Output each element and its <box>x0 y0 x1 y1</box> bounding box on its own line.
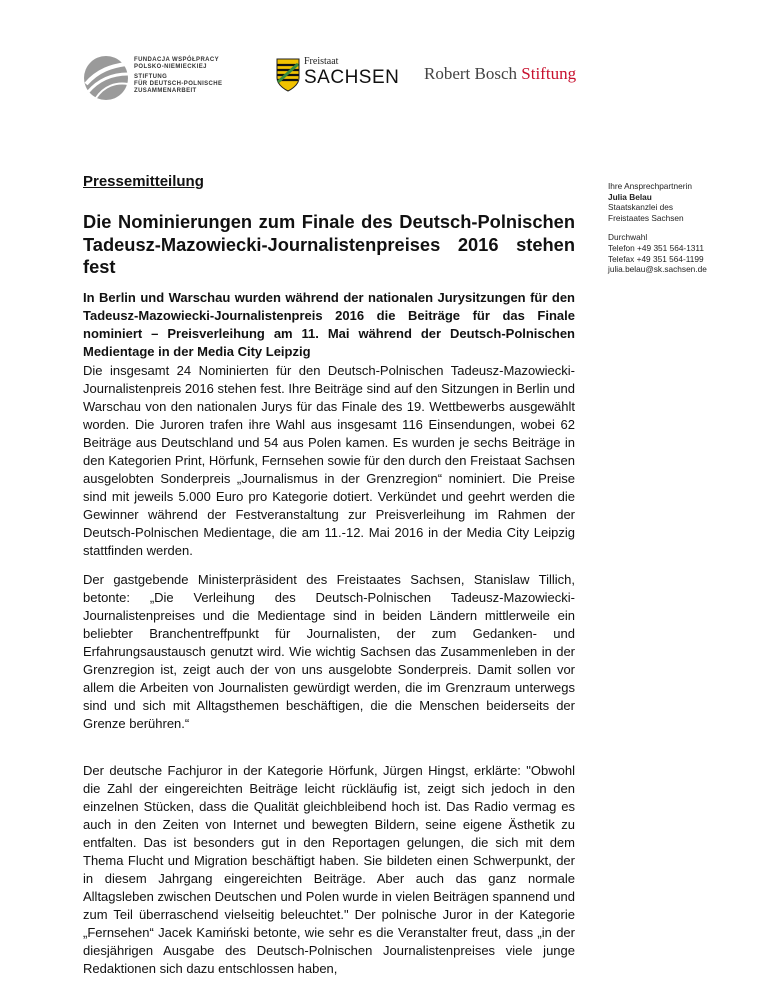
page-title: Die Nominierungen zum Finale des Deutsch-Polnischen Tadeusz-Mazowiecki-Journalistenpreises 2016 stehen fest <box>83 211 575 277</box>
fundacja-line-4: FÜR DEUTSCH-POLNISCHE <box>134 81 223 88</box>
bosch-logo <box>424 64 576 84</box>
contact-name: Julia Belau <box>608 191 652 202</box>
body-paragraph: Der deutsche Fachjuror in der Kategorie Hörfunk, Jürgen Hingst, erklärte: "Obwohl die Zahl der eingereichten Beiträge leicht rückläufig ist, zeigt sich jedoch in den einzelnen Stücken, dass die Qualität gleichbleibend hoch ist. Das Radio vermag es auch in den Zeiten von Internet und bewegten Bildern, seine eigene Ästhetik zu entfalten. Das ist besonders gut in den Reportagen gelungen, die sich mit dem Thema Flucht und Migration beschäftigt haben. Sie bildeten einen Schwerpunkt, der in diesem Jahrgang eingereichten Beiträge. Aber auch das ganz normale Alltagsleben zwischen Deutschen und Polen wurde in vielen Beiträgen spannend und zum Teil überraschend vielseitig beleuchtet." Der polnische Juror in der Kategorie „Fernsehen“ Jacek Kamiński betonte, wie sehr es die Veranstalter freut, dass „in der diesjährigen Ausgabe des Deutsch-Polnischen Journalistenpreises viele junge Redaktionen sich dazu entschlossen haben, <box>83 763 575 976</box>
lead-paragraph: In Berlin und Warschau wurden während der nationalen Jurysitzungen für den Tadeusz-Mazowiecki-Journalistenpreis 2016 die Beiträge für das Finale nominiert – Preisverleihung am 11. Mai während der Deutsch-Polnischen Medientage in der Media City Leipzig <box>83 290 575 359</box>
fundacja-line-1: FUNDACJA WSPÓŁPRACY <box>134 57 220 63</box>
fundacja-line-3: STIFTUNG <box>134 74 168 81</box>
contact-phone: Telefon +49 351 564-1311 <box>608 242 705 253</box>
contact-org-line-2: Freistaates Sachsen <box>608 212 684 223</box>
contact-org-line-1: Staatskanzlei des <box>608 202 674 213</box>
fundacja-line-5: ZUSAMMENARBEIT <box>134 88 197 95</box>
fundacja-emblem-icon <box>82 54 130 102</box>
press-release-heading: Pressemitteilung <box>83 173 204 190</box>
contact-email[interactable]: julia.belau@sk.sachsen.de <box>608 264 707 275</box>
contact-fax: Telefax +49 351 564-1199 <box>608 253 704 264</box>
bosch-stiftung: Stiftung <box>521 64 577 83</box>
contact-durchwahl-label: Durchwahl <box>608 232 648 243</box>
sachsen-big-text: SACHSEN <box>304 67 400 88</box>
contact-label: Ihre Ansprechpartnerin <box>608 181 692 191</box>
body-paragraph: Die insgesamt 24 Nominierten für den Deutsch-Polnischen Tadeusz-Mazowiecki-Journalistenpreis 2016 stehen fest. Ihre Beiträge sind auf den Sitzungen in Berlin und Warschau von den nationalen Jurys für das Finale des 19. Wettbewerbs ausgewählt worden. Die Juroren trafen ihre Wahl aus insgesamt 116 Einsendungen, wobei 62 Beiträge aus Deutschland und 54 aus Polen kamen. Es wurden je sechs Beiträge in den Kategorien Print, Hörfunk, Fernsehen sowie für den durch den Freistaat Sachsen ausgelobten Sonderpreis „Journalismus in der Grenzregion“ nominiert. Die Preise sind mit jeweils 5.000 Euro pro Kategorie dotiert. Verkündet und geehrt werden die Gewinner während der Festveranstaltung zur Preisverleihung im Rahmen der Deutsch-Polnischen Medientage, die am 11.-12. Mai 2016 in der Media City Leipzig stattfinden werden. <box>83 363 575 558</box>
sachsen-coat-of-arms-icon <box>276 58 300 92</box>
fundacja-line-2: POLSKO-NIEMIECKIEJ <box>134 64 207 71</box>
contact-sidebar <box>608 181 758 275</box>
bosch-name: Robert Bosch <box>424 64 518 83</box>
fundacja-logo <box>82 52 232 104</box>
body-paragraph: Der gastgebende Ministerpräsident des Freistaates Sachsen, Stanislaw Tillich, betonte: „Die Verleihung des Deutsch-Polnischen Tadeusz-Mazowiecki-Journalistenpreises und die Medientage sind in beiden Ländern mittlerweile ein beliebter Branchentreffpunkt für Journalisten, der zum Gedanken- und Erfahrungsaustausch genutzt wird. Wie wichtig Sachsen das Zusammenleben in der Grenzregion ist, zeigt auch der von uns ausgelobte Sonderpreis. Damit sollen vor allem die Arbeiten von Journalisten gewürdigt werden, die im Grenzraum unterwegs sind und sich mit Alltagsthemen beschäftigen, die die Menschen beiderseits der Grenze berühren.“ <box>83 572 575 731</box>
sachsen-small-text: Freistaat <box>304 56 339 67</box>
sachsen-logo <box>276 56 406 96</box>
